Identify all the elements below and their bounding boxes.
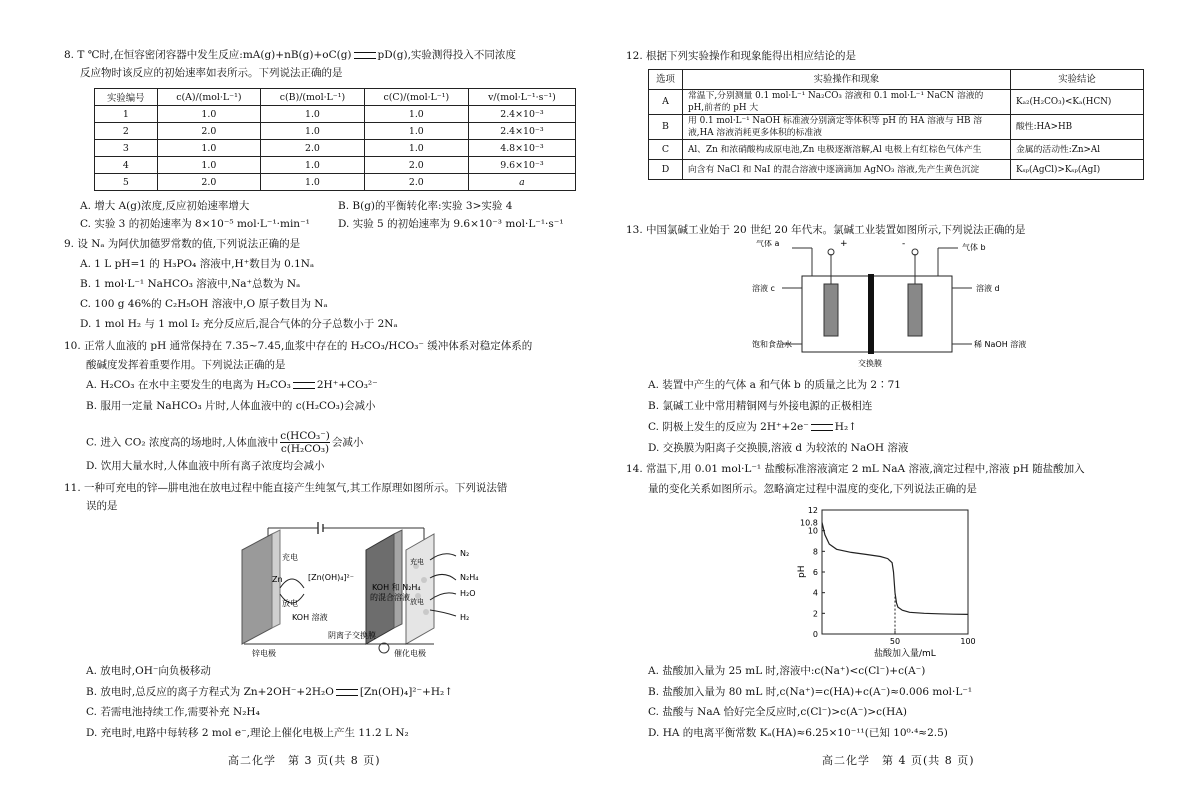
svg-text:H₂: H₂ [460, 613, 470, 622]
q8-stem-line2: 反应物时该反应的初始速率如表所示。下列说法正确的是 [80, 67, 343, 79]
y-tick-label: 10 [807, 526, 818, 536]
conclusion-cell: Kₐ₂(H₂CO₃)<Kₐ(HCN) [1011, 90, 1144, 115]
q9-stem: 9. 设 Nₐ 为阿伏加德罗常数的值,下列说法正确的是 [64, 238, 301, 250]
x-axis-label: 盐酸加入量/mL [874, 649, 936, 659]
q12-table-header: 实验操作和现象 [683, 70, 1011, 90]
table-row [95, 157, 576, 174]
option-letter: D [649, 160, 683, 180]
q8-option-d: D. 实验 5 的初始速率为 9.6×10⁻³ mol·L⁻¹·s⁻¹ [338, 218, 564, 230]
anode [824, 284, 838, 336]
table-cell: 1.0 [157, 157, 261, 174]
q8-option-b: B. B(g)的平衡转化率:实验 3>实验 4 [338, 200, 513, 212]
table-cell: 2.0 [157, 174, 261, 191]
q9-option-c: C. 100 g 46%的 C₂H₅OH 溶液中,O 原子数目为 Nₐ [80, 298, 328, 310]
table-cell: 2.0 [364, 174, 468, 191]
operation-line: 向含有 NaCl 和 NaI 的混合溶液中逐滴滴加 AgNO₃ 溶液,先产生黄色沉淀 [688, 164, 980, 175]
y-tick-label: 0 [812, 630, 818, 639]
q14-stem-line1: 14. 常温下,用 0.01 mol·L⁻¹ 盐酸标准溶液滴定 2 mL NaA 溶液,滴定过程中,溶液 pH 随盐酸加入 [626, 463, 1085, 475]
table-row [95, 106, 576, 123]
svg-text:放电: 放电 [282, 599, 298, 608]
y-tick-label: 12 [807, 506, 818, 515]
q11-option-a: A. 放电时,OH⁻向负极移动 [86, 665, 211, 677]
operation-line: 常温下,分别测量 0.1 mol·L⁻¹ Na₂CO₃ 溶液和 0.1 mol·L⁻¹ NaCN 溶液的 [688, 91, 984, 101]
table-row [649, 90, 1144, 115]
q10-stem-line1: 10. 正常人血液的 pH 通常保持在 7.35~7.45,血浆中存在的 H₂CO₃/HCO₃⁻ 缓冲体系对稳定体系的 [64, 340, 533, 352]
x-tick-label: 50 [889, 637, 901, 646]
page-footer: 高二化学 第 3 页(共 8 页) [228, 754, 381, 767]
svg-text:稀 NaOH 溶液: 稀 NaOH 溶液 [974, 340, 1027, 349]
svg-text:溶液 c: 溶液 c [752, 284, 775, 293]
q9-option-a: A. 1 L pH=1 的 H₃PO₄ 溶液中,H⁺数目为 0.1Nₐ [80, 258, 315, 270]
q9-option-b: B. 1 mol·L⁻¹ NaHCO₃ 溶液中,Na⁺总数为 Nₐ [80, 278, 301, 290]
table-row [649, 140, 1144, 160]
q13-option-c: C. 阴极上发生的反应为 2H⁺+2e⁻ H₂↑ [648, 421, 857, 433]
svg-text:气体 b: 气体 b [962, 243, 986, 252]
q11-stem-line1: 11. 一种可充电的锌—肼电池在放电过程中能直接产生纯氢气,其工作原理如图所示。下列说法错 [64, 482, 508, 494]
equal-sign-icon [811, 424, 833, 431]
q13-option-b: B. 氯碱工业中常用精铜网与外接电源的正极相连 [648, 400, 873, 412]
conclusion-cell: 金属的活动性:Zn>Al [1011, 140, 1144, 160]
equilibrium-arrow-icon [354, 52, 376, 59]
equilibrium-arrow-icon [293, 382, 315, 389]
q12-stem: 12. 根据下列实验操作和现象能得出相应结论的是 [626, 50, 857, 62]
table-cell: 2.0 [364, 157, 468, 174]
option-letter: A [649, 90, 683, 115]
table-row [649, 115, 1144, 140]
equal-sign-icon [336, 689, 358, 696]
table-cell: 1.0 [157, 106, 261, 123]
svg-text:溶液 d: 溶液 d [976, 284, 1000, 293]
table-cell: 1.0 [157, 140, 261, 157]
svg-text:+: + [840, 240, 848, 249]
svg-text:放电: 放电 [410, 598, 424, 606]
svg-text:[Zn(OH)₄]²⁻: [Zn(OH)₄]²⁻ [308, 573, 354, 582]
ph-curve [822, 522, 968, 614]
svg-text:的混合溶液: 的混合溶液 [370, 593, 410, 602]
operation-line: 液,HA 溶液消耗更多体积的标准液 [688, 128, 822, 138]
operation-line: pH,前者的 pH 大 [688, 103, 759, 113]
page-footer: 高二化学 第 4 页(共 8 页) [822, 754, 975, 767]
table-row [95, 140, 576, 157]
x-tick-label: 100 [960, 637, 976, 646]
y-tick-label: 8 [812, 547, 818, 557]
q8-table-header: c(B)/(mol·L⁻¹) [261, 89, 365, 106]
svg-text:锌电极: 锌电极 [252, 649, 276, 658]
q11-option-c: C. 若需电池持续工作,需要补充 N₂H₄ [86, 706, 260, 718]
option-letter: C [649, 140, 683, 160]
operation-line: Al、Zn 和浓硝酸构成原电池,Zn 电极逐渐溶解,Al 电极上有红棕色气体产生 [688, 144, 982, 155]
table-cell: 2.0 [157, 123, 261, 140]
table-cell: 1.0 [261, 106, 365, 123]
svg-text:阴离子交换膜: 阴离子交换膜 [328, 631, 376, 640]
q8-table-header: c(C)/(mol·L⁻¹) [364, 89, 468, 106]
q12-table-header: 实验结论 [1011, 70, 1144, 90]
q8-table-header: c(A)/(mol·L⁻¹) [157, 89, 261, 106]
table-cell: 2 [95, 123, 158, 140]
table-cell: 4 [95, 157, 158, 174]
zinc-electrode [242, 534, 272, 644]
table-row [649, 160, 1144, 180]
q10-option-c: C. 进入 CO₂ 浓度高的场地时,人体血液中 c(HCO₃⁻) c(H₂CO₃) 会减小 [86, 430, 364, 455]
battery-diagram [234, 516, 494, 658]
table-cell: 1 [95, 106, 158, 123]
table-cell: 1.0 [261, 174, 365, 191]
svg-text:交换膜: 交换膜 [858, 359, 882, 368]
q14-option-a: A. 盐酸加入量为 25 mL 时,溶液中:c(Na⁺)<c(Cl⁻)+c(A⁻) [648, 665, 926, 677]
svg-text:充电: 充电 [410, 558, 424, 566]
q13-stem: 13. 中国氯碱工业始于 20 世纪 20 年代末。氯碱工业装置如图所示,下列说法正确的是 [626, 224, 1026, 236]
q14-stem-line2: 量的变化关系如图所示。忽略滴定过程中温度的变化,下列说法正确的是 [648, 483, 977, 495]
svg-text:Zn: Zn [272, 575, 283, 584]
y-tick-label: 4 [812, 588, 818, 598]
table-cell: 1.0 [364, 106, 468, 123]
table-cell: 9.6×10⁻³ [468, 157, 575, 174]
table-cell: 1.0 [364, 123, 468, 140]
ph-titration-chart [796, 500, 986, 660]
table-cell: 2.4×10⁻³ [468, 106, 575, 123]
table-cell: 2.0 [261, 140, 365, 157]
q8-table [94, 88, 576, 191]
q11-stem-line2: 误的是 [86, 500, 118, 512]
svg-text:N₂H₄: N₂H₄ [460, 573, 479, 582]
q9-option-d: D. 1 mol H₂ 与 1 mol I₂ 充分反应后,混合气体的分子总数小于 2Nₐ [80, 318, 398, 330]
q14-option-c: C. 盐酸与 NaA 恰好完全反应时,c(Cl⁻)>c(A⁻)>c(HA) [648, 706, 907, 718]
table-cell: 2.4×10⁻³ [468, 123, 575, 140]
q11-option-b: B. 放电时,总反应的离子方程式为 Zn+2OH⁻+2H₂O [Zn(OH)₄]²⁻+H₂↑ [86, 686, 454, 698]
svg-text:饱和食盐水: 饱和食盐水 [752, 340, 792, 349]
q10-option-a: A. H₂CO₃ 在水中主要发生的电离为 H₂CO₃ 2H⁺+CO₃²⁻ [86, 379, 378, 391]
exchange-membrane [868, 274, 874, 354]
q8-option-c: C. 实验 3 的初始速率为 8×10⁻⁵ mol·L⁻¹·min⁻¹ [80, 218, 310, 230]
operation-cell [683, 115, 1011, 140]
table-cell: 3 [95, 140, 158, 157]
svg-text:气体 a: 气体 a [756, 240, 780, 248]
q12-table-header: 选项 [649, 70, 683, 90]
operation-line: 用 0.1 mol·L⁻¹ NaOH 标准液分别滴定等体积等 pH 的 HA 溶液与 HB 溶 [688, 116, 983, 126]
svg-text:KOH 和 N₂H₄: KOH 和 N₂H₄ [372, 583, 421, 592]
operation-cell [683, 90, 1011, 115]
initial-ph-label: 10.8 [800, 518, 818, 528]
y-tick-label: 6 [812, 568, 818, 577]
table-cell: 4.8×10⁻³ [468, 140, 575, 157]
svg-text:N₂: N₂ [460, 549, 470, 558]
q11-option-d: D. 充电时,电路中每转移 2 mol e⁻,理论上催化电极上产生 11.2 L N₂ [86, 727, 409, 739]
cathode [908, 284, 922, 336]
table-cell: 1.0 [364, 140, 468, 157]
q10-option-d: D. 饮用大量水时,人体血液中所有离子浓度均会减小 [86, 460, 325, 472]
conclusion-cell: Kₛₚ(AgCl)>Kₛₚ(AgI) [1011, 160, 1144, 180]
q14-option-d: D. HA 的电离平衡常数 Kₐ(HA)≈6.25×10⁻¹¹(已知 10⁰·⁴≈2.5) [648, 727, 948, 739]
q10-option-b: B. 服用一定量 NaHCO₃ 片时,人体血液中的 c(H₂CO₃)会减小 [86, 400, 376, 412]
option-letter: B [649, 115, 683, 140]
conclusion-cell: 酸性:HA>HB [1011, 115, 1144, 140]
q8-stem-line1: 8. T ℃时,在恒容密闭容器中发生反应:mA(g)+nB(g)+oC(g) pD(g),实验测得投入不同浓度 [64, 49, 516, 61]
svg-text:H₂O: H₂O [460, 589, 476, 598]
q12-table [648, 69, 1144, 180]
fraction: c(HCO₃⁻) c(H₂CO₃) [280, 430, 330, 455]
y-axis-label: pH [797, 565, 807, 578]
q13-option-d: D. 交换膜为阳离子交换膜,溶液 d 为较浓的 NaOH 溶液 [648, 442, 909, 454]
q8-table-header: 实验编号 [95, 89, 158, 106]
table-cell: 5 [95, 174, 158, 191]
table-row [95, 174, 576, 191]
q13-option-a: A. 装置中产生的气体 a 和气体 b 的质量之比为 2∶71 [648, 379, 901, 391]
plot-frame [822, 510, 968, 634]
svg-text:KOH 溶液: KOH 溶液 [292, 613, 328, 622]
operation-cell [683, 140, 1011, 160]
table-cell: 1.0 [261, 123, 365, 140]
chlor-alkali-cell-diagram [752, 240, 1052, 370]
svg-text:催化电极: 催化电极 [394, 649, 426, 658]
q14-option-b: B. 盐酸加入量为 80 mL 时,c(Na⁺)=c(HA)+c(A⁻)≈0.006 mol·L⁻¹ [648, 686, 973, 698]
y-tick-label: 2 [812, 609, 818, 619]
q8-table-header: v/(mol·L⁻¹·s⁻¹) [468, 89, 575, 106]
q8-option-a: A. 增大 A(g)浓度,反应初始速率增大 [80, 200, 250, 212]
svg-text:充电: 充电 [282, 553, 298, 562]
svg-text:-: - [902, 240, 906, 249]
table-cell: 1.0 [261, 157, 365, 174]
table-cell: a [468, 174, 575, 191]
table-row [95, 123, 576, 140]
q10-stem-line2: 酸碱度发挥着重要作用。下列说法正确的是 [86, 359, 286, 371]
operation-cell [683, 160, 1011, 180]
